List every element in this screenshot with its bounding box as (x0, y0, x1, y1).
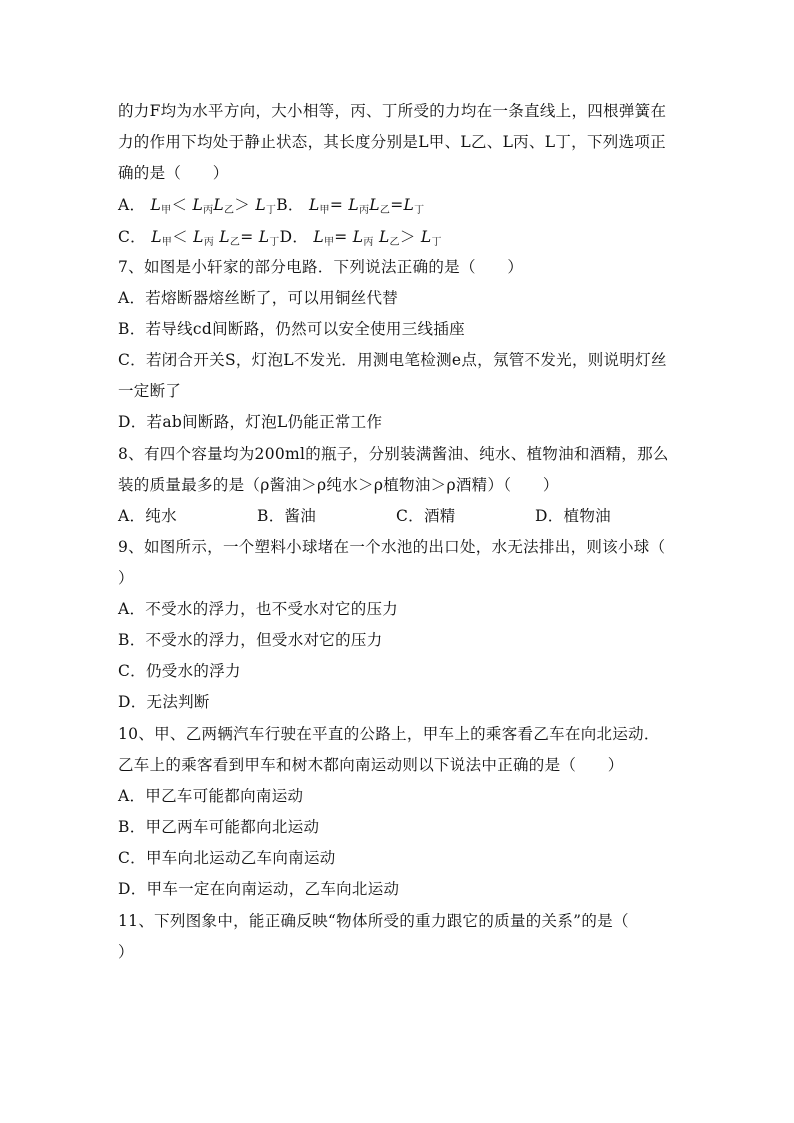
q10-stem-line-2: 乙车上的乘客看到甲车和树木都向南运动则以下说法中正确的是（ ） (118, 756, 624, 774)
q7-option-c-line-2[interactable]: 一定断了 (118, 382, 182, 400)
q11-stem-line-2: ） (118, 943, 134, 961)
q11-stem-line-1: 11、下列图象中，能正确反映“物体所受的重力跟它的质量的关系”的是（ (118, 912, 629, 930)
q7-stem: 7、如图是小轩家的部分电路．下列说法正确的是（ ） (118, 258, 524, 276)
q7-option-d[interactable]: D．若ab间断路，灯泡L仍能正常工作 (118, 413, 383, 431)
q8-option-c[interactable]: C．酒精 (396, 507, 456, 525)
q6-options-ab (118, 195, 424, 221)
q6-option-a[interactable]: A． $L_甲< L_丙L_乙> L_丁$ (118, 196, 277, 216)
q6-option-b[interactable]: B． $L_甲= L_丙L_乙=L_丁$ (276, 196, 425, 216)
q7-option-b[interactable]: B．若导线cd间断路，仍然可以安全使用三线插座 (118, 320, 465, 338)
q8-option-b[interactable]: B．酱油 (257, 507, 317, 525)
q10-option-a[interactable]: A．甲乙车可能都向南运动 (118, 787, 304, 805)
q6-stem-line-1: 的力F均为水平方向，大小相等，丙、丁所受的力均在一条直线上，四根弹簧在 (118, 102, 667, 120)
q6-options-cd (118, 227, 442, 253)
q8-stem-line-2: 装的质量最多的是（ρ酱油＞ρ纯水＞ρ植物油＞ρ酒精）（ ） (118, 476, 559, 494)
q10-stem-line-1: 10、甲、乙两辆汽车行驶在平直的公路上，甲车上的乘客看乙车在向北运动． (118, 725, 660, 743)
q9-option-d[interactable]: D．无法判断 (118, 693, 210, 711)
q8-option-d[interactable]: D．植物油 (535, 507, 611, 525)
q7-option-a[interactable]: A．若熔断器熔丝断了，可以用铜丝代替 (118, 289, 399, 307)
q9-stem-line-2: ） (118, 569, 134, 587)
q9-option-c[interactable]: C．仍受水的浮力 (118, 662, 241, 680)
q8-options (118, 506, 611, 526)
q6-stem-line-3: 确的是（ ） (118, 164, 229, 182)
q8-stem-line-1: 8、有四个容量均为200ml的瓶子，分别装满酱油、纯水、植物油和酒精，那么 (118, 445, 669, 463)
q7-option-c-line-1[interactable]: C．若闭合开关S，灯泡L不发光．用测电笔检测e点，氖管不发光，则说明灯丝 (118, 351, 667, 369)
q9-option-a[interactable]: A．不受水的浮力，也不受水对它的压力 (118, 600, 399, 618)
q8-option-a[interactable]: A．纯水 (118, 507, 177, 525)
q9-stem-line-1: 9、如图所示，一个塑料小球堵在一个水池的出口处，水无法排出，则该小球（ (118, 538, 666, 556)
q6-stem-line-2: 力的作用下均处于静止状态，其长度分别是L甲、L乙、L丙、L丁，下列选项正 (118, 133, 666, 151)
q10-option-d[interactable]: D．甲车一定在向南运动，乙车向北运动 (118, 880, 400, 898)
q6-option-c[interactable]: C． $L_甲< L_丙$ $L_乙= L_丁$ (118, 228, 280, 248)
q10-option-c[interactable]: C．甲车向北运动乙车向南运动 (118, 849, 336, 867)
q6-option-d[interactable]: D． $L_甲= L_丙$ $L_乙> L_丁$ (279, 228, 442, 248)
q9-option-b[interactable]: B．不受水的浮力，但受水对它的压力 (118, 631, 383, 649)
q10-option-b[interactable]: B．甲乙两车可能都向北运动 (118, 818, 320, 836)
